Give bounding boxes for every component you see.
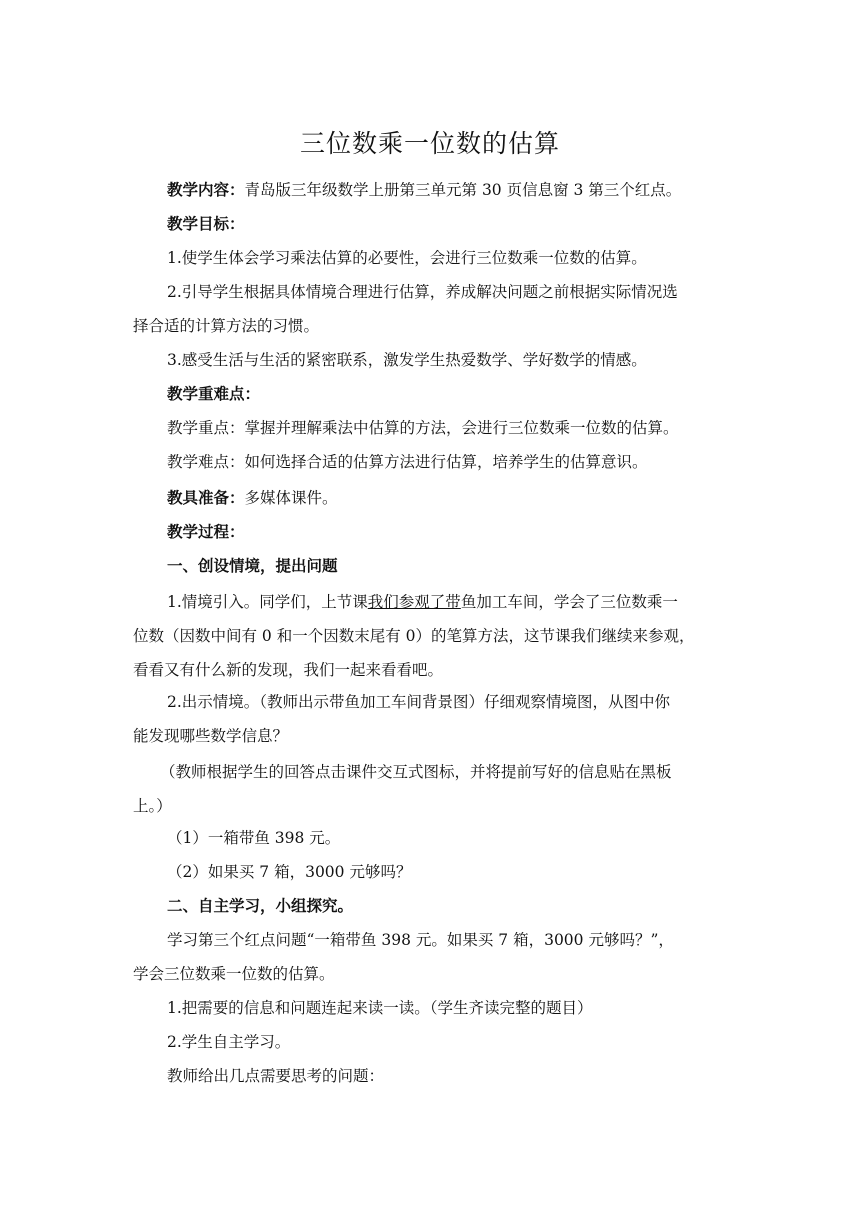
objective-1: 1.使学生体会学习乘法估算的必要性，会进行三位数乘一位数的估算。 — [167, 249, 647, 267]
p1-post: 鱼加工车间，学会了三位数乘一 — [460, 593, 678, 611]
section2-step-1: 1.把需要的信息和问题连起来读一读。（学生齐读完整的题目） — [167, 999, 593, 1017]
section2-step-3: 教师给出几点需要思考的问题： — [167, 1067, 385, 1085]
teaching-prep-label: 教具准备： — [167, 488, 245, 507]
section1-paragraph1-line3: 看看又有什么新的发现，我们一起来看看吧。 — [133, 661, 444, 679]
p1-pre: 1.情境引入。同学们，上节课 — [167, 593, 368, 611]
teaching-content — [167, 178, 737, 202]
section1-paragraph1-line1 — [167, 590, 737, 614]
objective-3: 3.感受生活与生活的紧密联系，激发学生热爱数学、学好数学的情感。 — [167, 351, 647, 369]
section1-paragraph1-line2: 位数（因数中间有 0 和一个因数末尾有 0）的笔算方法，这节课我们继续来参观， — [133, 627, 695, 645]
teaching-prep — [167, 486, 737, 510]
section1-heading: 一、创设情境，提出问题 — [167, 556, 338, 575]
document-title: 三位数乘一位数的估算 — [299, 129, 560, 158]
objective-2-cont: 择合适的计算方法的习惯。 — [133, 317, 320, 335]
section2-step-2: 2.学生自主学习。 — [167, 1033, 291, 1051]
key-points-heading: 教学重难点： — [167, 384, 261, 403]
section1-paragraph2-line2: 能发现哪些数学信息？ — [133, 727, 289, 745]
info-item-2: （2）如果买 7 箱，3000 元够吗？ — [167, 863, 412, 881]
section2-heading: 二、自主学习，小组探究。 — [167, 896, 354, 915]
section1-paragraph3-line1: （教师根据学生的回答点击课件交互式图标，并将提前写好的信息贴在黑板 — [160, 763, 672, 781]
section1-paragraph2-line1: 2.出示情境。（教师出示带鱼加工车间背景图）仔细观察情境图，从图中你 — [167, 693, 671, 711]
section2-paragraph1-line1: 学习第三个红点问题“一箱带鱼 398 元。如果买 7 箱，3000 元够吗？”， — [167, 931, 674, 949]
key-point-focus: 教学重点：掌握并理解乘法中估算的方法，会进行三位数乘一位数的估算。 — [167, 419, 679, 437]
objectives-heading: 教学目标： — [167, 214, 245, 233]
section2-paragraph1-line2: 学会三位数乘一位数的估算。 — [133, 965, 335, 983]
section1-paragraph3-line2: 上。） — [133, 797, 172, 815]
objective-2: 2.引导学生根据具体情境合理进行估算，养成解决问题之前根据实际情况选 — [167, 283, 678, 301]
p1-underlined: 我们参观了带 — [367, 593, 461, 611]
teaching-content-text: 青岛版三年级数学上册第三单元第 30 页信息窗 3 第三个红点。 — [244, 181, 682, 199]
key-point-difficulty: 教学难点：如何选择合适的估算方法进行估算，培养学生的估算意识。 — [167, 453, 648, 471]
info-item-1: （1）一箱带鱼 398 元。 — [167, 829, 341, 847]
teaching-content-label: 教学内容： — [167, 180, 245, 199]
teaching-prep-text: 多媒体课件。 — [244, 489, 338, 507]
process-heading: 教学过程： — [167, 522, 245, 541]
